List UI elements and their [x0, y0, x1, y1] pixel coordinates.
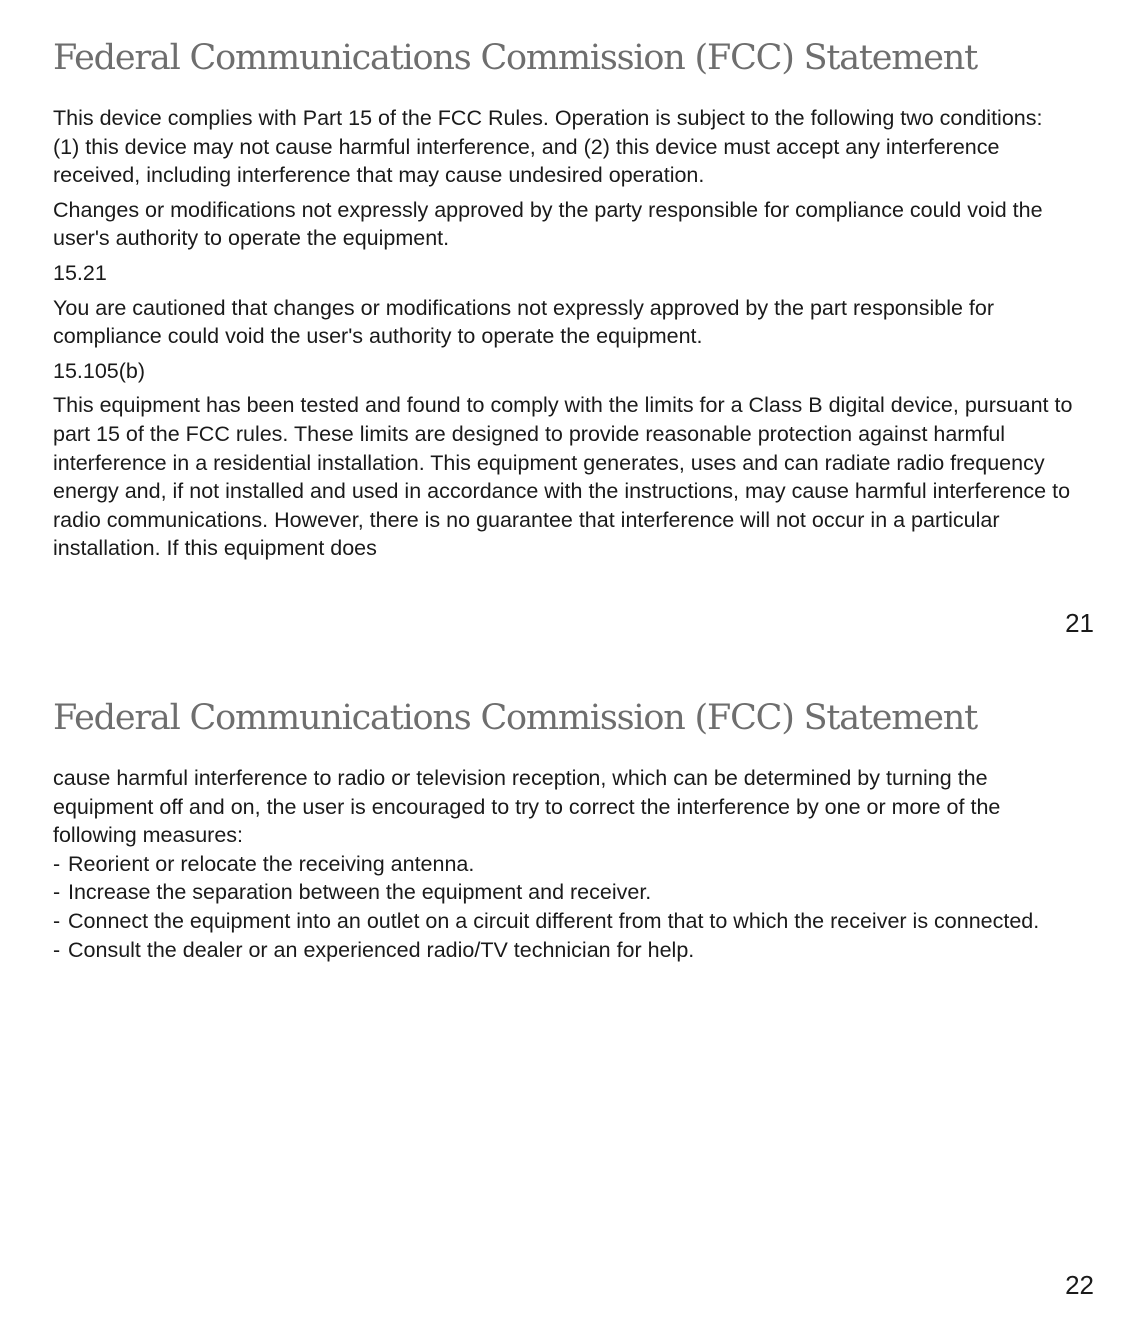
- page-number: 21: [1065, 608, 1094, 638]
- list-item: - Reorient or relocate the receiving antenna.: [53, 850, 1073, 879]
- continuation-paragraph: cause harmful interference to radio or television reception, which can be determined by turning the equipment off and on, the user is encouraged to try to correct the interference by one or more of the following measures:: [53, 766, 1001, 848]
- compliance-paragraph: This device complies with Part 15 of the FCC Rules. Operation is subject to the following two conditions: (1) this device may not cause harmful interference, and (2) this device must accept any interference received, including interference that may cause undesired operation.: [53, 106, 1043, 188]
- section-number-15-105b: 15.105(b): [53, 358, 146, 383]
- page-body: [53, 104, 1073, 569]
- class-b-paragraph: This equipment has been tested and found to comply with the limits for a Class B digital device, pursuant to part 15 of the FCC rules. These limits are designed to provide reasonable protection against harmful interference in a residential installation. This equipment generates, uses and can radiate radio frequency energy and, if not installed and used in accordance with the instructions, may cause harmful interference to radio communications. However, there is no guarantee that interference will not occur in a particular installation. If this equipment does: [53, 393, 1073, 561]
- modifications-paragraph: Changes or modifications not expressly approved by the party responsible for compliance could void the user's authority to operate the equipment.: [53, 197, 1043, 251]
- section-number-15-21: 15.21: [53, 260, 107, 285]
- list-item: - Connect the equipment into an outlet on a circuit different from that to which the receiver is connected.: [53, 907, 1073, 936]
- caution-paragraph: You are cautioned that changes or modifications not expressly approved by the part responsible for compliance could void the user's authority to operate the equipment.: [53, 295, 995, 349]
- page-22: [0, 660, 1122, 1326]
- page-body: [53, 764, 1073, 964]
- measures-list: [53, 850, 1073, 964]
- page-21: [0, 0, 1122, 660]
- page-heading: Federal Communications Commission (FCC) Statement: [53, 38, 978, 78]
- page-heading: Federal Communications Commission (FCC) Statement: [53, 698, 978, 738]
- page-number: 22: [1065, 1270, 1094, 1300]
- list-item: - Increase the separation between the equipment and receiver.: [53, 878, 1073, 907]
- list-item: - Consult the dealer or an experienced radio/TV technician for help.: [53, 936, 1073, 965]
